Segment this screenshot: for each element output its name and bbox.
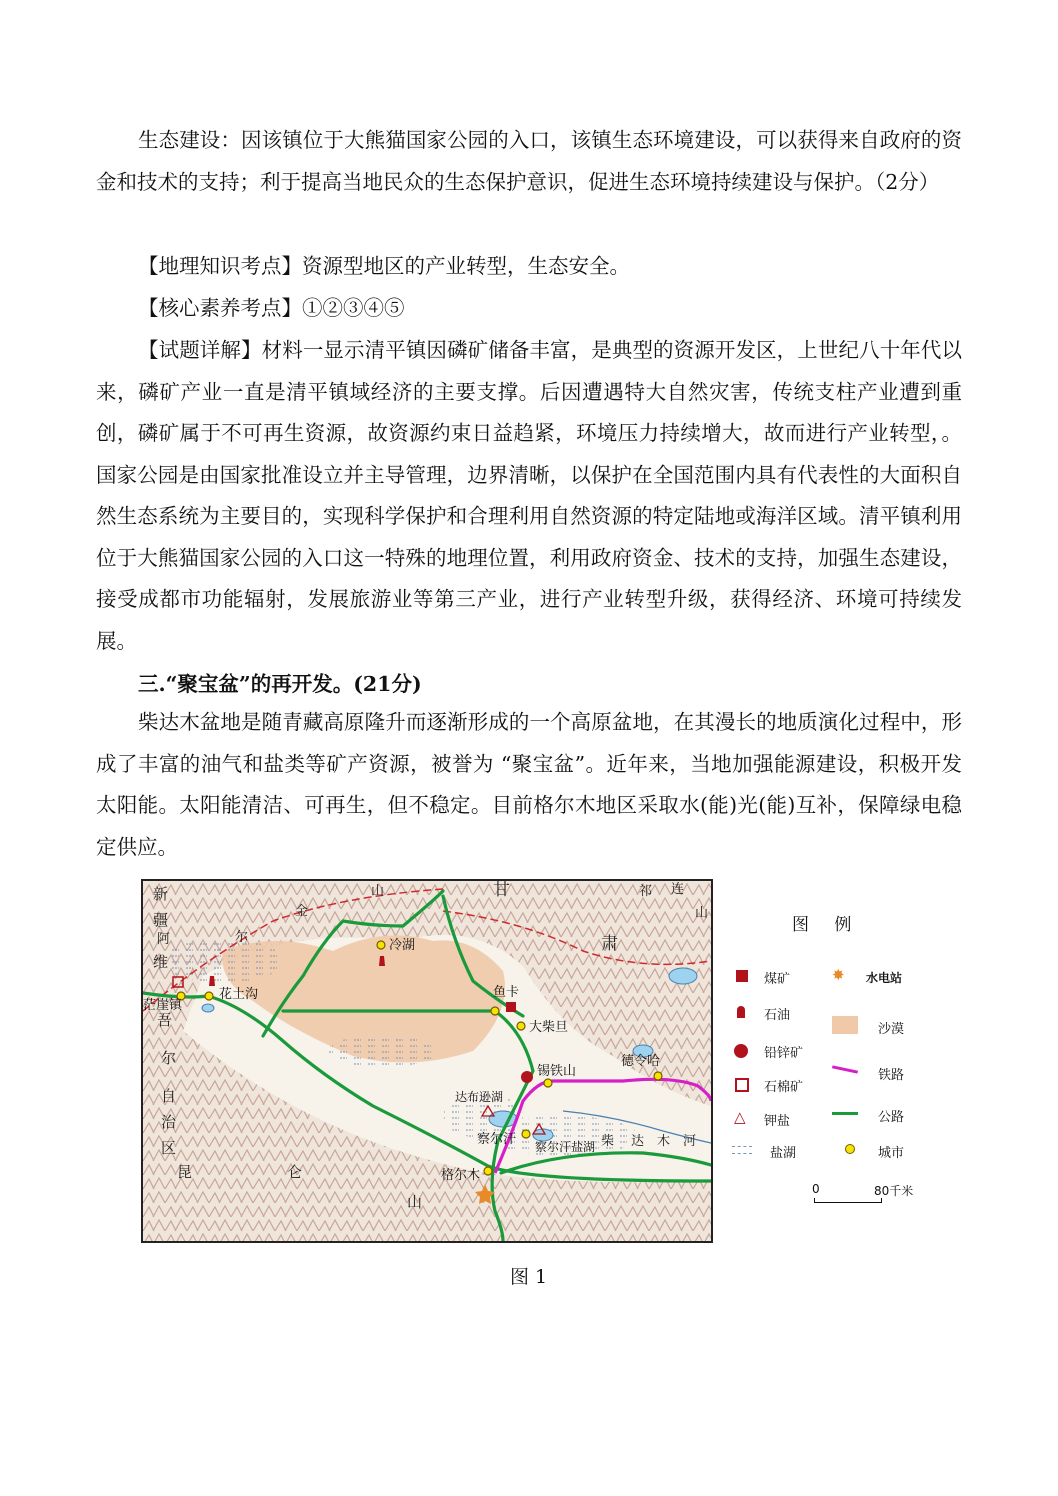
region-label-xinjiang: 尔 (161, 1049, 177, 1067)
city-dot (544, 1079, 552, 1087)
oil-icon (737, 1006, 745, 1018)
legend-label-oil: 石油 (764, 1008, 791, 1023)
mountain-label: 连 (671, 882, 685, 897)
city-label: 大柴旦 (529, 1020, 569, 1035)
desert-icon (832, 1016, 858, 1034)
map-legend (728, 900, 938, 1220)
oil-symbol (209, 976, 215, 986)
legend-label-desert: 沙漠 (878, 1022, 905, 1037)
section-heading: 三.“聚宝盆”的再开发。(21分) (138, 672, 422, 696)
city-label: 鱼卡 (493, 985, 520, 1000)
mountain-label: 阿 (157, 932, 171, 947)
legend-label-coal: 煤矿 (764, 972, 791, 987)
coal-mine-icon (736, 970, 748, 982)
figure-caption: 图 1 (510, 1266, 548, 1288)
river-label: 柴 (601, 1134, 615, 1149)
salt-lake-area (328, 1035, 438, 1067)
mountain-label: 金 (295, 904, 309, 919)
city-label: 德令哈 (621, 1054, 661, 1069)
map-svg (143, 881, 711, 1241)
paragraph-qaidam-intro: 柴达木盆地是随青藏高原隆升而逐渐形成的一个高原盆地，在其漫长的地质演化过程中，形成了丰富的油气和盐类等矿产资源，被誉为 “聚宝盆”。近年来，当地加强能源建设，积极开发太阳能。太阳能清洁、可再生，但不稳定。目前格尔木地区采取水(能)光(能)互补，保障绿电稳定供应。 (96, 710, 962, 859)
legend-label-highway: 公路 (878, 1110, 905, 1125)
river-label: 木 (657, 1134, 671, 1149)
legend-label-hydro: 水电站 (866, 971, 903, 985)
mountain-label: 山 (695, 906, 709, 921)
asbestos-icon (735, 1078, 749, 1092)
region-label-xinjiang: 维 (153, 953, 169, 971)
legend-title: 图 例 (792, 915, 862, 935)
city-label: 锡铁山 (537, 1064, 577, 1079)
scale-bar (814, 1198, 882, 1203)
city-dot (654, 1072, 662, 1080)
region-label-xinjiang: 治 (161, 1113, 177, 1131)
mountain-label: 山 (371, 884, 385, 899)
legend-label-railway: 铁路 (878, 1068, 905, 1083)
potash-icon: △ (734, 1108, 746, 1126)
lead-zinc-icon (734, 1044, 748, 1058)
hydro-station-icon: ✸ (832, 966, 845, 984)
city-dot (491, 1007, 499, 1015)
river-label: 达 (631, 1134, 645, 1149)
paragraph-knowledge-point: 【地理知识考点】资源型地区的产业转型，生态安全。 (138, 254, 630, 278)
highway-icon (832, 1112, 858, 1115)
lead-zinc-symbol (521, 1071, 533, 1083)
region-label-xinjiang: 自 (161, 1087, 177, 1105)
river-label: 河 (683, 1134, 697, 1149)
region-label-xinjiang: 吾 (157, 1011, 173, 1029)
region-label-gansu: 甘 (493, 881, 510, 900)
region-label-gansu: 肃 (601, 934, 618, 954)
paragraph-ecology: 生态建设：因该镇位于大熊猫国家公园的入口，该镇生态环境建设，可以获得来自政府的资金和技术的支持；利于提高当地民众的生态保护意识，促进生态环境持续建设与保护。（2分） (96, 128, 962, 194)
city-label: 格尔木 (441, 1168, 481, 1183)
lake (669, 968, 697, 984)
region-label-xinjiang: 疆 (153, 911, 169, 929)
city-dot (522, 1130, 530, 1138)
scale-label-end: 80千米 (874, 1184, 914, 1198)
oil-symbol (379, 956, 385, 966)
lake-label: 达布逊湖 (455, 1090, 504, 1104)
paragraph-explanation: 【试题详解】材料一显示清平镇因磷矿储备丰富，是典型的资源开发区，上世纪八十年代以来，磷矿产业一直是清平镇域经济的主要支撑。后因遭遇特大自然灾害，传统支柱产业遭到重创，磷矿属于不可再生资源，故资源约束日益趋紧，环境压力持续增大，故而进行产业转型，。国家公园是由国家批准设立并主导管理，边界清晰，以保护在全国范围内具有代表性的大面积自然生态系统为主要目的，实现科学保护和合理利用自然资源的特定陆地或海洋区域。清平镇利用位于大熊猫国家公园的入口这一特殊的地理位置，利用政府资金、技术的支持，加强生态建设，接受成都市功能辐射，发展旅游业等第三产业，进行产业转型升级，获得经济、环境可持续发展。 (96, 338, 962, 653)
salt-lake-icon (732, 1146, 752, 1154)
mountain-label: 昆 (177, 1163, 193, 1181)
city-label: 花土沟 (219, 987, 259, 1002)
legend-label-saltlake: 盐湖 (770, 1146, 797, 1161)
railway-icon (832, 1065, 858, 1073)
mountain-label: 山 (407, 1193, 423, 1211)
legend-label-asbestos: 石棉矿 (764, 1080, 804, 1095)
mountain-label: 祁 (639, 884, 653, 899)
legend-label-city: 城市 (878, 1146, 905, 1161)
city-icon (845, 1144, 855, 1154)
coal-mine-symbol (506, 1002, 516, 1012)
region-label-xinjiang: 新 (153, 885, 169, 903)
qaidam-basin-map (141, 879, 713, 1243)
city-label: 察尔汗 (477, 1132, 517, 1147)
mountain-label: 仑 (287, 1163, 303, 1181)
legend-label-potash: 钾盐 (764, 1114, 791, 1129)
city-label: 茫崖镇 (143, 998, 183, 1013)
mountain-label: 尔 (235, 930, 249, 945)
city-dot (484, 1167, 492, 1175)
lake (202, 1004, 214, 1012)
city-label: 冷湖 (389, 938, 416, 953)
city-dot (205, 992, 213, 1000)
city-dot (377, 941, 385, 949)
region-label-xinjiang: 区 (161, 1139, 177, 1157)
city-dot (517, 1022, 525, 1030)
paragraph-literacy-point: 【核心素养考点】①②③④⑤ (138, 296, 405, 320)
lake-label: 察尔汗盐湖 (535, 1140, 596, 1154)
scale-label-zero: 0 (812, 1182, 820, 1196)
legend-label-leadzinc: 铅锌矿 (764, 1046, 804, 1061)
